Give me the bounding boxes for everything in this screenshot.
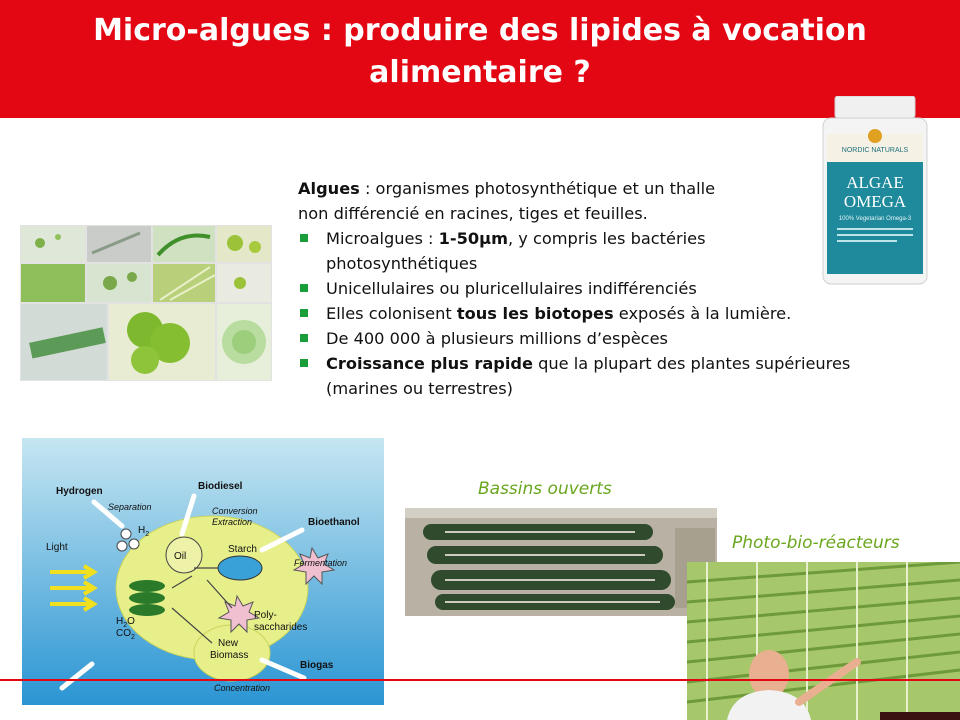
bottle-brand: NORDIC NATURALS	[841, 147, 909, 154]
label-biomass: Biomass	[210, 650, 249, 661]
bullet-growth	[298, 351, 938, 401]
footer-corner-block	[880, 712, 960, 720]
intro-bold: Algues	[298, 179, 360, 198]
b1-post-2: photosynthétiques	[326, 254, 478, 273]
label-saccharides: saccharides	[254, 622, 308, 633]
label-biogas: Biogas	[300, 660, 334, 671]
label-oil: Oil	[174, 551, 187, 562]
title-line-2: alimentaire ?	[369, 55, 591, 90]
bullet-biotopes	[298, 301, 938, 326]
caption-pbr: Photo-bio-réacteurs	[732, 533, 900, 553]
label-h2: $H_2$	[138, 525, 150, 538]
b3-post: exposés à la lumière.	[613, 304, 792, 323]
label-conversion: Conversion	[212, 506, 258, 516]
microalgae-pathway-diagram	[22, 438, 384, 705]
bottle-subtitle: 100% Vegetarian Omega-3	[838, 216, 912, 222]
label-concentration: Concentration	[214, 683, 271, 693]
b5-post-2: (marines ou terrestres)	[326, 379, 513, 398]
label-starch: Starch	[228, 544, 257, 555]
label-light: Light	[46, 542, 68, 553]
bottom-divider	[0, 679, 960, 681]
label-biodiesel: Biodiesel	[198, 481, 243, 492]
b1-bold: 1-50µm	[438, 229, 508, 248]
open-ponds-photo	[405, 508, 717, 616]
bullet-cellularity: Unicellulaires ou pluricellulaires indifférenciés	[298, 276, 938, 301]
algae-omega-bottle	[815, 96, 935, 286]
b1-post-1: , y compris les bactéries	[507, 229, 706, 248]
label-fermentation: Fermentation	[294, 558, 348, 568]
label-extraction: Extraction	[212, 517, 253, 527]
label-new: New	[218, 638, 239, 649]
b5-bold: Croissance plus rapide	[326, 354, 533, 373]
photobioreactor-photo	[687, 562, 960, 720]
b3-pre: Elles colonisent	[326, 304, 457, 323]
label-bioethanol: Bioethanol	[308, 517, 360, 528]
intro-text-1: : organismes photosynthétique et un thalle	[359, 179, 716, 198]
caption-ponds: Bassins ouverts	[478, 479, 612, 499]
b5-post-1: que la plupart des plantes supérieures	[533, 354, 851, 373]
b3-bold: tous les biotopes	[456, 304, 614, 323]
bottle-product-line-1: ALGAE	[846, 173, 904, 192]
b1-pre: Microalgues :	[326, 229, 439, 248]
bottle-product-line-2: OMEGA	[843, 192, 907, 211]
bullet-species: De 400 000 à plusieurs millions d’espèces	[298, 326, 938, 351]
label-h2o: $H_2O$	[116, 616, 135, 629]
label-separation: Separation	[108, 502, 152, 512]
label-co2: $CO_2$	[116, 628, 135, 641]
label-poly: Poly-	[254, 610, 277, 621]
slide-title	[0, 10, 960, 94]
title-line-1: Micro-algues : produire des lipides à vocation	[93, 13, 867, 48]
microalgae-photo-collage	[20, 225, 272, 381]
intro-line-2: non différencié en racines, tiges et feuilles.	[298, 204, 648, 223]
label-hydrogen: Hydrogen	[56, 486, 103, 497]
